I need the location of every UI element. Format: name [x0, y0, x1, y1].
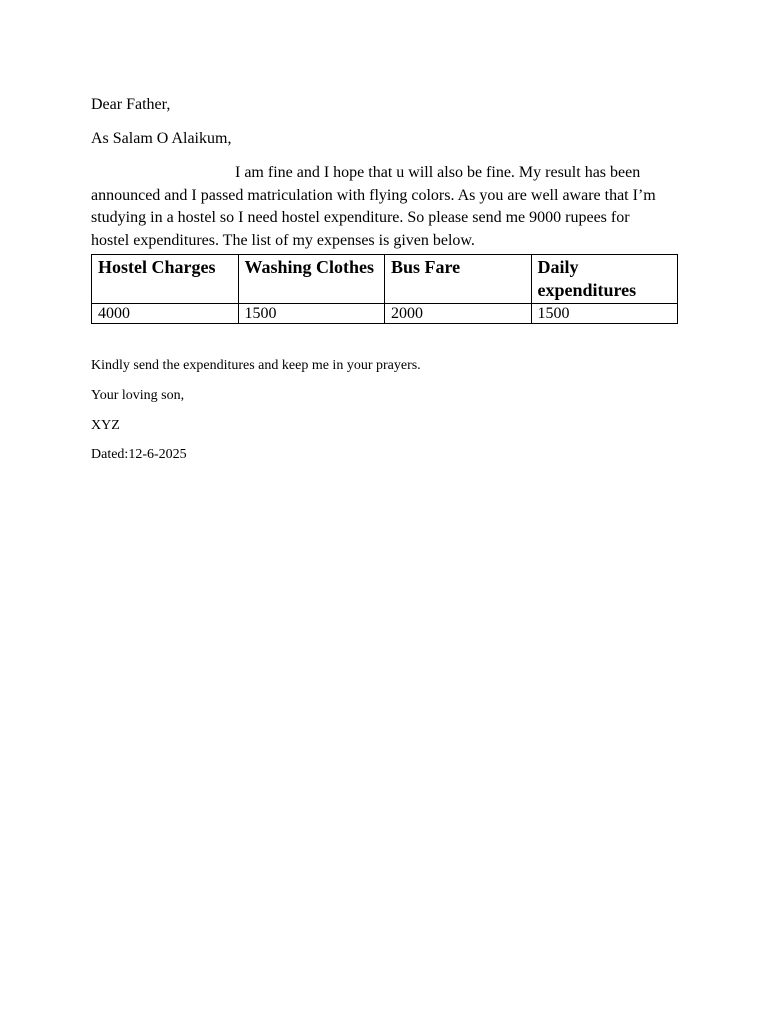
header-bus-fare: Bus Fare	[385, 255, 532, 304]
header-hostel-charges: Hostel Charges	[92, 255, 239, 304]
header-daily-expenditures: Daily expenditures	[531, 255, 678, 304]
date-line: Dated:12-6-2025	[91, 447, 187, 462]
letter-page	[91, 94, 681, 464]
table-row	[92, 304, 678, 324]
signature: XYZ	[91, 418, 120, 433]
greeting: Dear Father,	[91, 96, 171, 113]
cell-hostel-charges: 4000	[92, 304, 239, 324]
header-washing-clothes: Washing Clothes	[238, 255, 385, 304]
letter-body: I am fine and I hope that u will also be fine. My result has been announced and I passed matriculation with flying colors. As you are well aware that I’m studying in a hostel so I need hostel expenditure. So please send me 9000 rupees for hostel expenditures. The list of my expenses is given below.	[91, 164, 656, 249]
table-header-row	[92, 255, 678, 304]
expenses-table	[91, 254, 678, 324]
salutation: As Salam O Alaikum,	[91, 130, 232, 147]
closing-request: Kindly send the expenditures and keep me in your prayers.	[91, 358, 421, 373]
cell-bus-fare: 2000	[385, 304, 532, 324]
cell-washing-clothes: 1500	[238, 304, 385, 324]
cell-daily-expenditures: 1500	[531, 304, 678, 324]
sign-off: Your loving son,	[91, 388, 185, 403]
